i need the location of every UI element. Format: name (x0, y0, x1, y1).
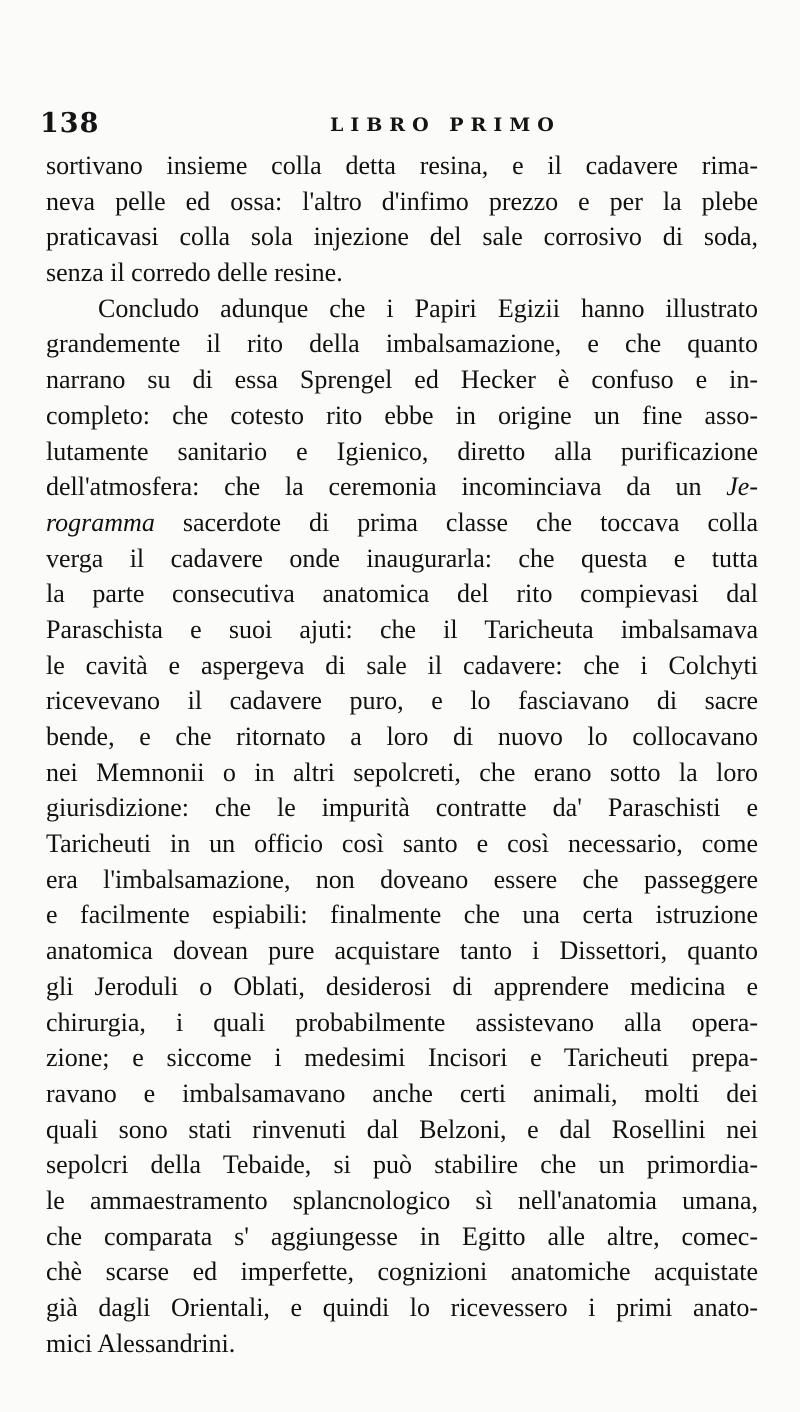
text-line-18: nei Memnonii o in altri sepolcreti, che erano sotto la loro (46, 757, 758, 787)
text-line-14: Paraschista e suoi ajuti: che il Taricheuta imbalsamava (46, 614, 758, 644)
text-line-22: e facilmente espiabili: finalmente che una certa istruzione (46, 900, 758, 930)
text-line-21: era l'imbalsamazione, non doveano essere che passeggere (46, 864, 758, 894)
text-line-3: praticavasi colla sola injezione del sale corrosivo di soda, (46, 222, 758, 252)
text-line-12: verga il cadavere onde inaugurarla: che questa e tutta (46, 543, 758, 573)
text-line-32: chè scarse ed imperfette, cognizioni anatomiche acquistate (46, 1257, 758, 1287)
text-line-24: gli Jeroduli o Oblati, desiderosi di apprendere medicina e (46, 971, 758, 1001)
text-line-20: Taricheuti in un officio così santo e così necessario, come (46, 829, 758, 859)
body-text (46, 148, 758, 1361)
text-line-15: le cavità e aspergeva di sale il cadavere: che i Colchyti (46, 650, 758, 680)
text-line-28: quali sono stati rinvenuti dal Belzoni, e dal Rosellini nei (46, 1114, 758, 1144)
text-line-4: senza il corredo delle resine. (46, 258, 343, 288)
text-line-19: giurisdizione: che le impurità contratte da' Paraschisti e (46, 793, 758, 823)
text-line-9: lutamente sanitario e Igienico, diretto alla purificazione (46, 436, 758, 466)
text-line-17: bende, e che ritornato a loro di nuovo lo collocavano (46, 722, 758, 751)
text-line-34: mici Alessandrini. (46, 1328, 236, 1358)
text-line-5: Concludo adunque che i Papiri Egizii hanno illustrato (98, 293, 758, 323)
text-line-31: che comparata s' aggiungesse in Egitto alle altre, comec- (46, 1221, 758, 1251)
text-line-10 (46, 469, 758, 505)
text-line-29: sepolcri della Tebaide, si può stabilire che un primordia- (46, 1150, 758, 1180)
text-line-26: zione; e siccome i medesimi Incisori e Taricheuti prepa- (46, 1043, 758, 1073)
text-line-1: sortivano insieme colla detta resina, e il cadavere rima- (46, 151, 758, 180)
text-line-10-italic: Je- (726, 472, 758, 502)
text-line-25: chirurgia, i quali probabilmente assistevano alla opera- (46, 1007, 758, 1037)
running-head: LIBRO PRIMO (330, 114, 561, 136)
text-line-13: la parte consecutiva anatomica del rito compievasi dal (46, 579, 758, 609)
text-line-30: le ammaestramento splancnologico sì nell'anatomia umana, (46, 1185, 758, 1215)
text-line-10-main: dell'atmosfera: che la ceremonia incominciava da un (46, 472, 702, 502)
text-line-11 (46, 505, 758, 541)
text-line-23: anatomica dovean pure acquistare tanto i Dissettori, quanto (46, 936, 758, 966)
text-line-16: ricevevano il cadavere puro, e lo fasciavano di sacre (46, 686, 758, 716)
text-line-2: neva pelle ed ossa: l'altro d'infimo prezzo e per la plebe (46, 186, 758, 216)
text-line-6: grandemente il rito della imbalsamazione, e che quanto (46, 329, 758, 359)
text-line-11-main: sacerdote di prima classe che toccava colla (182, 507, 758, 537)
page-header (40, 108, 760, 144)
text-line-11-italic: rogramma (46, 507, 155, 537)
text-line-33: già dagli Orientali, e quindi lo ricevessero i primi anato- (46, 1293, 758, 1322)
page-number: 138 (40, 108, 100, 139)
text-line-8: completo: che cotesto rito ebbe in origine un fine asso- (46, 400, 758, 430)
text-line-27: ravano e imbalsamavano anche certi animali, molti dei (46, 1078, 758, 1108)
text-line-7: narrano su di essa Sprengel ed Hecker è confuso e in- (46, 365, 758, 395)
